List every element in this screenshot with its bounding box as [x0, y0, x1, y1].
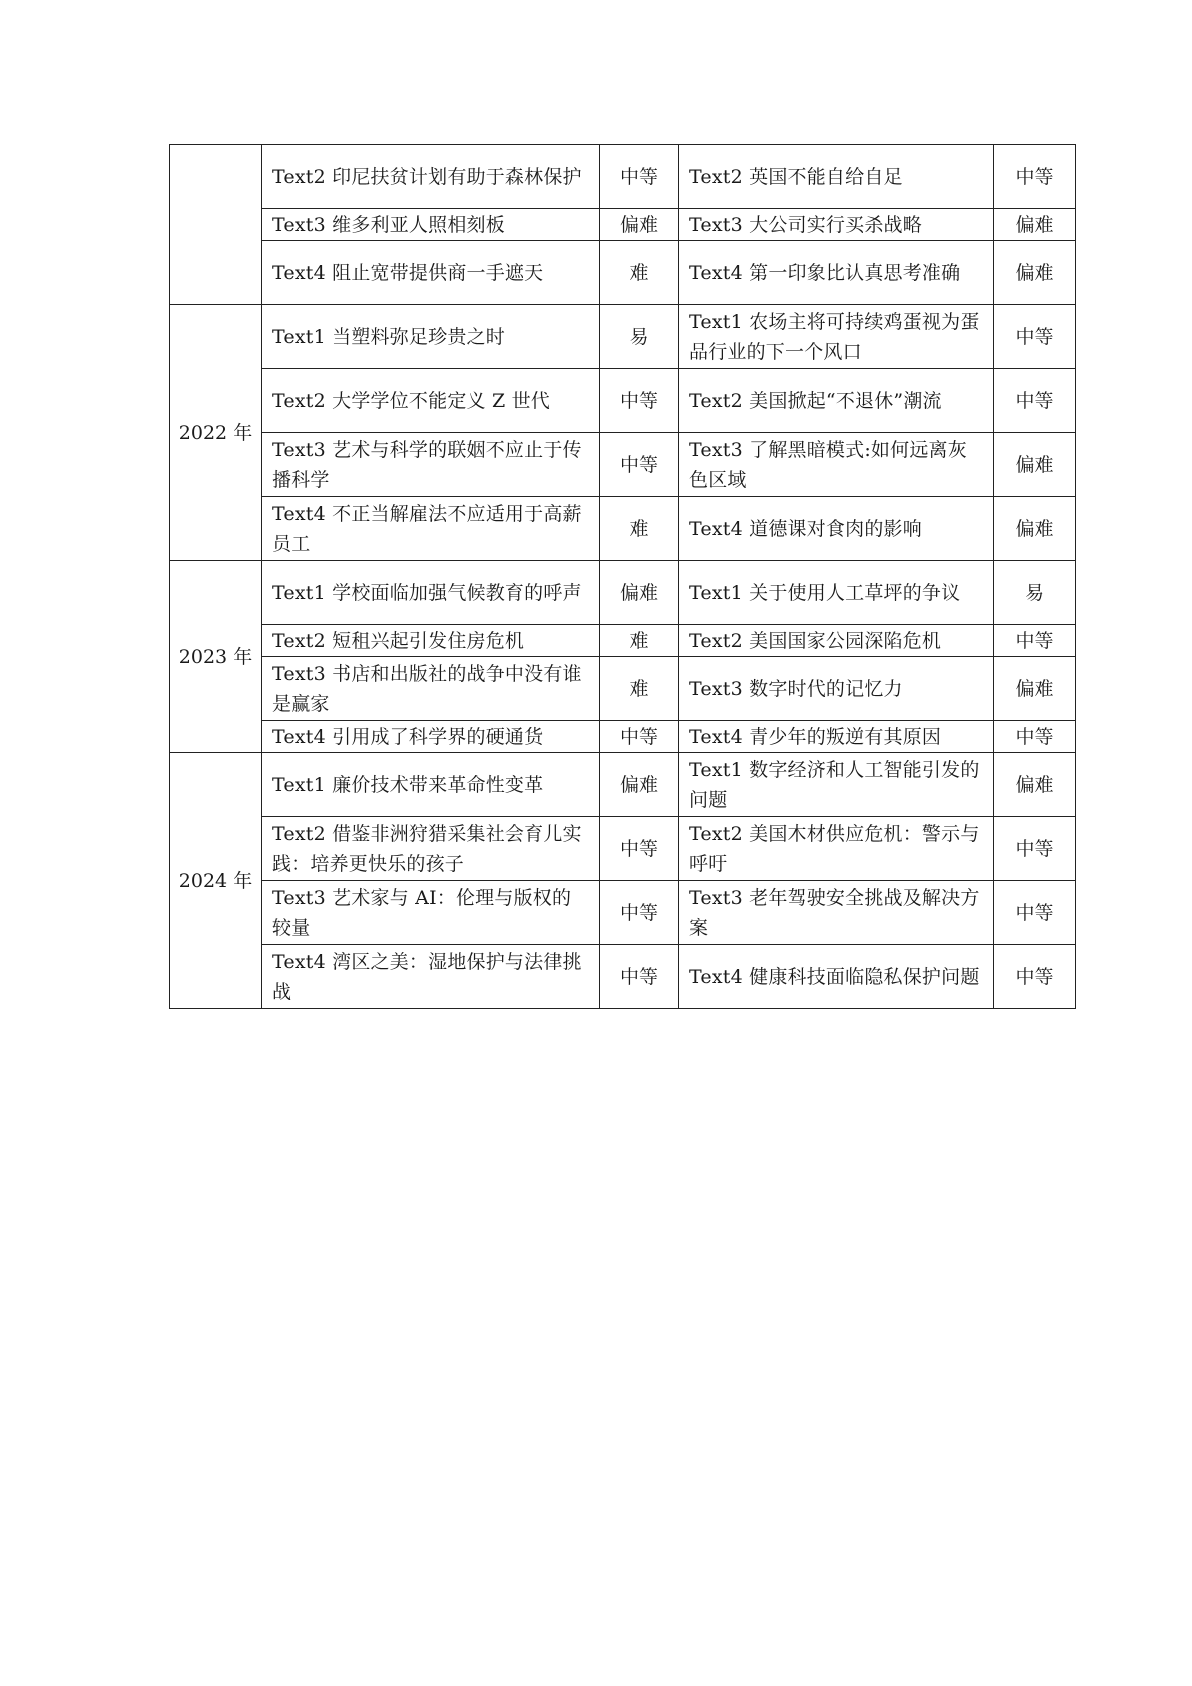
- paper-one-title: Text1 学校面临加强气候教育的呼声: [262, 561, 600, 625]
- paper-one-difficulty: 中等: [600, 817, 679, 881]
- table-row: [170, 945, 1076, 1009]
- paper-two-title: Text2 美国国家公园深陷危机: [679, 625, 994, 657]
- table-row: [170, 209, 1076, 241]
- paper-two-difficulty: 中等: [994, 817, 1076, 881]
- table-row: [170, 305, 1076, 369]
- paper-one-difficulty: 中等: [600, 369, 679, 433]
- paper-two-title: Text3 大公司实行买杀战略: [679, 209, 994, 241]
- paper-one-title: Text3 书店和出版社的战争中没有谁是赢家: [262, 657, 600, 721]
- paper-one-difficulty: 偏难: [600, 561, 679, 625]
- table-row: [170, 753, 1076, 817]
- paper-one-title: Text4 不正当解雇法不应适用于高薪员工: [262, 497, 600, 561]
- paper-two-difficulty: 偏难: [994, 497, 1076, 561]
- year-cell: 2023 年: [170, 561, 262, 753]
- table-row: [170, 625, 1076, 657]
- paper-one-difficulty: 难: [600, 657, 679, 721]
- paper-one-title: Text2 借鉴非洲狩猎采集社会育儿实践：培养更快乐的孩子: [262, 817, 600, 881]
- paper-one-difficulty: 难: [600, 241, 679, 305]
- paper-two-title: Text4 道德课对食肉的影响: [679, 497, 994, 561]
- paper-one-title: Text3 维多利亚人照相刻板: [262, 209, 600, 241]
- paper-two-difficulty: 易: [994, 561, 1076, 625]
- paper-two-title: Text4 第一印象比认真思考准确: [679, 241, 994, 305]
- paper-one-title: Text2 大学学位不能定义 Z 世代: [262, 369, 600, 433]
- paper-two-title: Text2 美国掀起“不退休”潮流: [679, 369, 994, 433]
- paper-two-difficulty: 偏难: [994, 241, 1076, 305]
- paper-one-difficulty: 难: [600, 497, 679, 561]
- paper-two-difficulty: 中等: [994, 625, 1076, 657]
- paper-one-title: Text4 湾区之美：湿地保护与法律挑战: [262, 945, 600, 1009]
- paper-one-title: Text4 阻止宽带提供商一手遮天: [262, 241, 600, 305]
- year-cell: 2022 年: [170, 305, 262, 561]
- year-cell: 2024 年: [170, 753, 262, 1009]
- paper-two-difficulty: 中等: [994, 145, 1076, 209]
- paper-one-title: Text4 引用成了科学界的硬通货: [262, 721, 600, 753]
- paper-one-title: Text3 艺术家与 AI：伦理与版权的较量: [262, 881, 600, 945]
- paper-two-title: Text1 数字经济和人工智能引发的问题: [679, 753, 994, 817]
- reading-passage-table: [169, 144, 1076, 1009]
- paper-two-title: Text2 美国木材供应危机：警示与呼吁: [679, 817, 994, 881]
- paper-one-difficulty: 中等: [600, 721, 679, 753]
- paper-two-difficulty: 偏难: [994, 433, 1076, 497]
- paper-two-difficulty: 偏难: [994, 209, 1076, 241]
- paper-two-difficulty: 中等: [994, 305, 1076, 369]
- table-row: [170, 817, 1076, 881]
- paper-two-difficulty: 中等: [994, 721, 1076, 753]
- paper-one-title: Text1 廉价技术带来革命性变革: [262, 753, 600, 817]
- paper-one-difficulty: 中等: [600, 145, 679, 209]
- paper-two-title: Text1 农场主将可持续鸡蛋视为蛋品行业的下一个风口: [679, 305, 994, 369]
- paper-one-difficulty: 易: [600, 305, 679, 369]
- table-row: [170, 721, 1076, 753]
- paper-one-title: Text1 当塑料弥足珍贵之时: [262, 305, 600, 369]
- paper-two-difficulty: 偏难: [994, 753, 1076, 817]
- table-row: [170, 657, 1076, 721]
- paper-one-title: Text2 印尼扶贫计划有助于森林保护: [262, 145, 600, 209]
- table-row: [170, 881, 1076, 945]
- table-row: [170, 145, 1076, 209]
- paper-one-difficulty: 中等: [600, 433, 679, 497]
- paper-two-title: Text1 关于使用人工草坪的争议: [679, 561, 994, 625]
- table-row: [170, 433, 1076, 497]
- paper-one-difficulty: 中等: [600, 881, 679, 945]
- table-row: [170, 369, 1076, 433]
- paper-one-difficulty: 偏难: [600, 209, 679, 241]
- paper-two-difficulty: 中等: [994, 945, 1076, 1009]
- table-body: [170, 145, 1076, 1009]
- year-cell: [170, 145, 262, 305]
- paper-two-difficulty: 偏难: [994, 657, 1076, 721]
- paper-two-title: Text3 数字时代的记忆力: [679, 657, 994, 721]
- paper-two-title: Text2 英国不能自给自足: [679, 145, 994, 209]
- paper-two-title: Text3 老年驾驶安全挑战及解决方案: [679, 881, 994, 945]
- table-row: [170, 561, 1076, 625]
- paper-one-difficulty: 难: [600, 625, 679, 657]
- paper-two-difficulty: 中等: [994, 369, 1076, 433]
- paper-one-title: Text3 艺术与科学的联姻不应止于传播科学: [262, 433, 600, 497]
- paper-two-difficulty: 中等: [994, 881, 1076, 945]
- paper-one-title: Text2 短租兴起引发住房危机: [262, 625, 600, 657]
- table-row: [170, 241, 1076, 305]
- paper-one-difficulty: 中等: [600, 945, 679, 1009]
- paper-two-title: Text4 健康科技面临隐私保护问题: [679, 945, 994, 1009]
- paper-one-difficulty: 偏难: [600, 753, 679, 817]
- paper-two-title: Text3 了解黑暗模式:如何远离灰色区域: [679, 433, 994, 497]
- table-row: [170, 497, 1076, 561]
- paper-two-title: Text4 青少年的叛逆有其原因: [679, 721, 994, 753]
